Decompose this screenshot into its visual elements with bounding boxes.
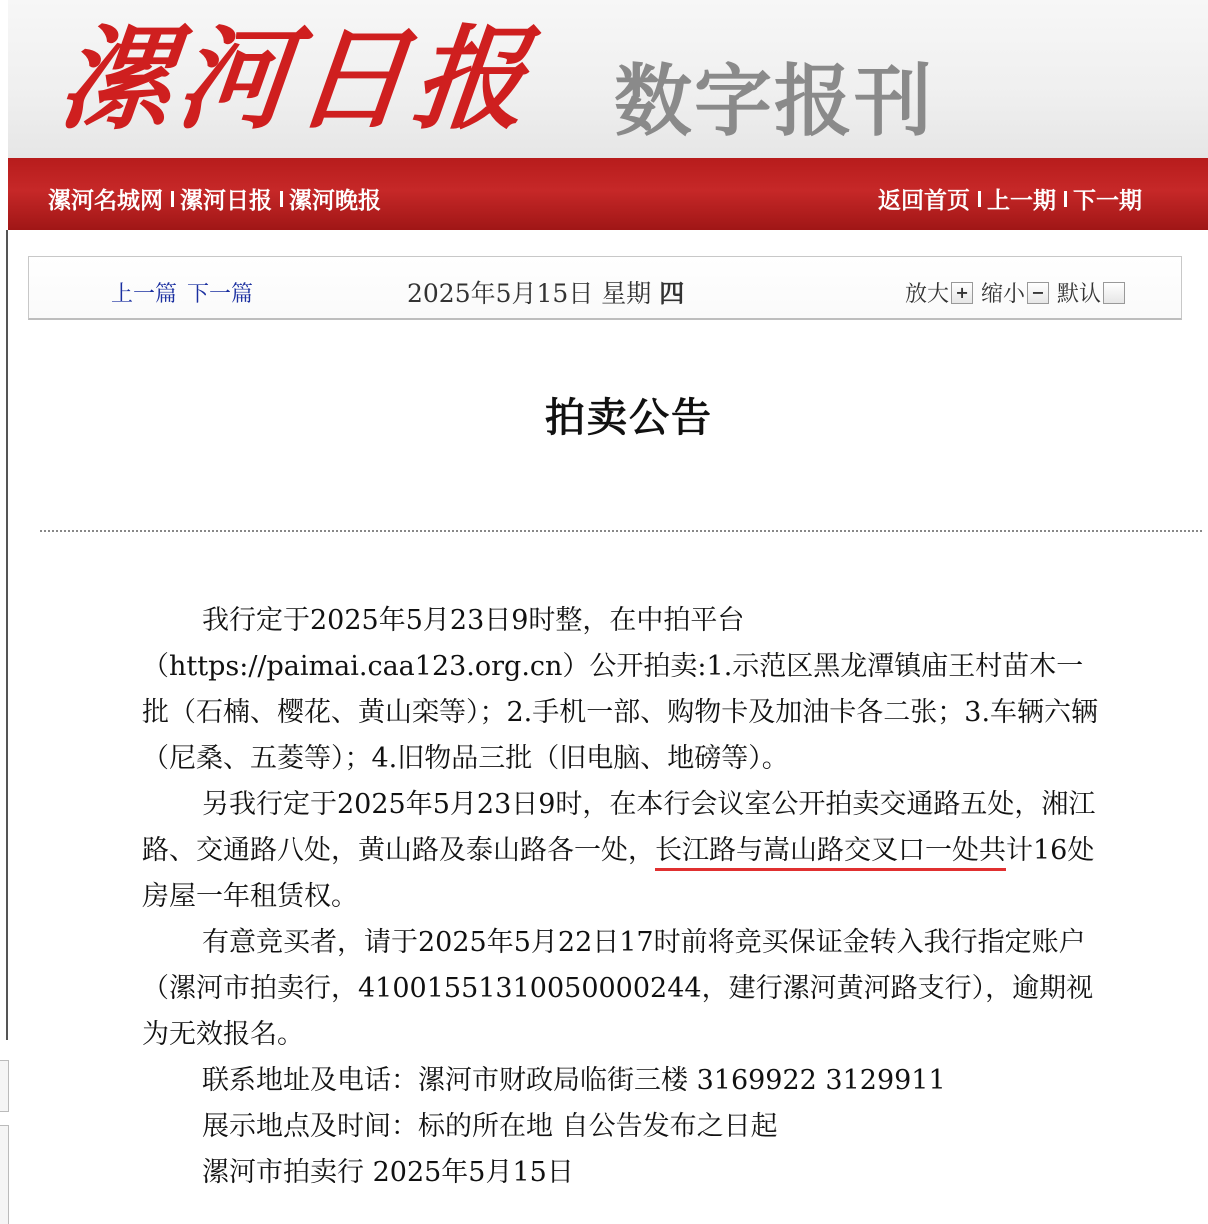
site-links — [48, 182, 381, 215]
scrollbar-segment[interactable] — [0, 1125, 9, 1224]
nav-separator — [171, 191, 174, 207]
article-paragraph: 我行定于2025年5月23日9时整，在中拍平台（https://paimai.caa123.org.cn）公开拍卖:1.示范区黑龙潭镇庙王村苗木一批（石楠、樱花、黄山栾等）；2.手机一部、购物卡及加油卡各二张；3.车辆六辆（尼桑、五菱等）；4.旧物品三批（旧电脑、地磅等）。 — [142, 605, 1099, 774]
article-title: 拍卖公告 — [545, 394, 713, 441]
font-size-controls — [905, 277, 1133, 308]
nav-separator — [280, 191, 283, 207]
previous-article-link[interactable]: 上一篇 — [111, 282, 178, 307]
issue-date-text: 2025年5月15日 星期 — [407, 279, 652, 308]
zoom-in-label: 放大 — [905, 282, 950, 307]
article-toolbar — [28, 256, 1182, 320]
title-divider — [40, 530, 1202, 532]
nav-link-home[interactable]: 返回首页 — [878, 187, 970, 214]
nav-separator — [978, 191, 981, 207]
nav-link-luohe-evening[interactable]: 漯河晚报 — [289, 187, 381, 214]
article-navigation — [111, 277, 263, 308]
nav-link-previous-issue[interactable]: 上一期 — [987, 187, 1056, 214]
article-paragraph-lease — [142, 782, 1108, 920]
zoom-in-button[interactable] — [951, 282, 973, 304]
article-paragraph: 有意竞买者，请于2025年5月22日17时前将竞买保证金转入我行指定账户（漯河市拍卖行，41001551310050000244，建行漯河黄河路支行），逾期视为无效报名。 — [142, 927, 1094, 1050]
top-nav-bar — [8, 158, 1208, 230]
zoom-out-button[interactable] — [1027, 282, 1049, 304]
lease-text-after: 计16处房屋一年租赁权。 — [142, 835, 1095, 912]
nav-link-luohe-daily[interactable]: 漯河日报 — [180, 187, 272, 214]
issue-date — [407, 274, 684, 310]
plus-icon: + — [955, 282, 969, 302]
zoom-default-label: 默认 — [1057, 282, 1102, 307]
minus-icon: − — [1031, 282, 1045, 302]
signature-line: 漯河市拍卖行 2025年5月15日 — [202, 1157, 574, 1188]
lease-text-before: 另我行定于2025年5月23日9时，在本行会议室公开拍卖交通路五处，湘江路、交通路八处，黄山路及泰山路各一处， — [142, 789, 1096, 866]
content-frame-border — [6, 230, 8, 1040]
next-article-link[interactable]: 下一篇 — [187, 282, 254, 307]
scrollbar-segment[interactable] — [0, 1060, 9, 1112]
nav-link-next-issue[interactable]: 下一期 — [1073, 187, 1142, 214]
issue-weekday: 四 — [659, 279, 685, 308]
highlighted-text: 长江路与嵩山路交叉口一处共 — [655, 835, 1006, 866]
nav-link-luohe-city-web[interactable]: 漯河名城网 — [48, 187, 163, 214]
digital-edition-label: 数字报刊 — [614, 57, 935, 147]
issue-links — [878, 182, 1142, 215]
display-line: 展示地点及时间：标的所在地 自公告发布之日起 — [202, 1111, 778, 1142]
masthead — [8, 0, 1208, 158]
newspaper-logo[interactable]: 漯河日报 — [53, 14, 539, 145]
zoom-out-label: 缩小 — [981, 282, 1026, 307]
zoom-default-button[interactable] — [1103, 282, 1125, 304]
nav-separator — [1064, 191, 1067, 207]
contact-line: 联系地址及电话：漯河市财政局临街三楼 3169922 3129911 — [202, 1065, 946, 1096]
article-body — [142, 598, 1108, 1196]
